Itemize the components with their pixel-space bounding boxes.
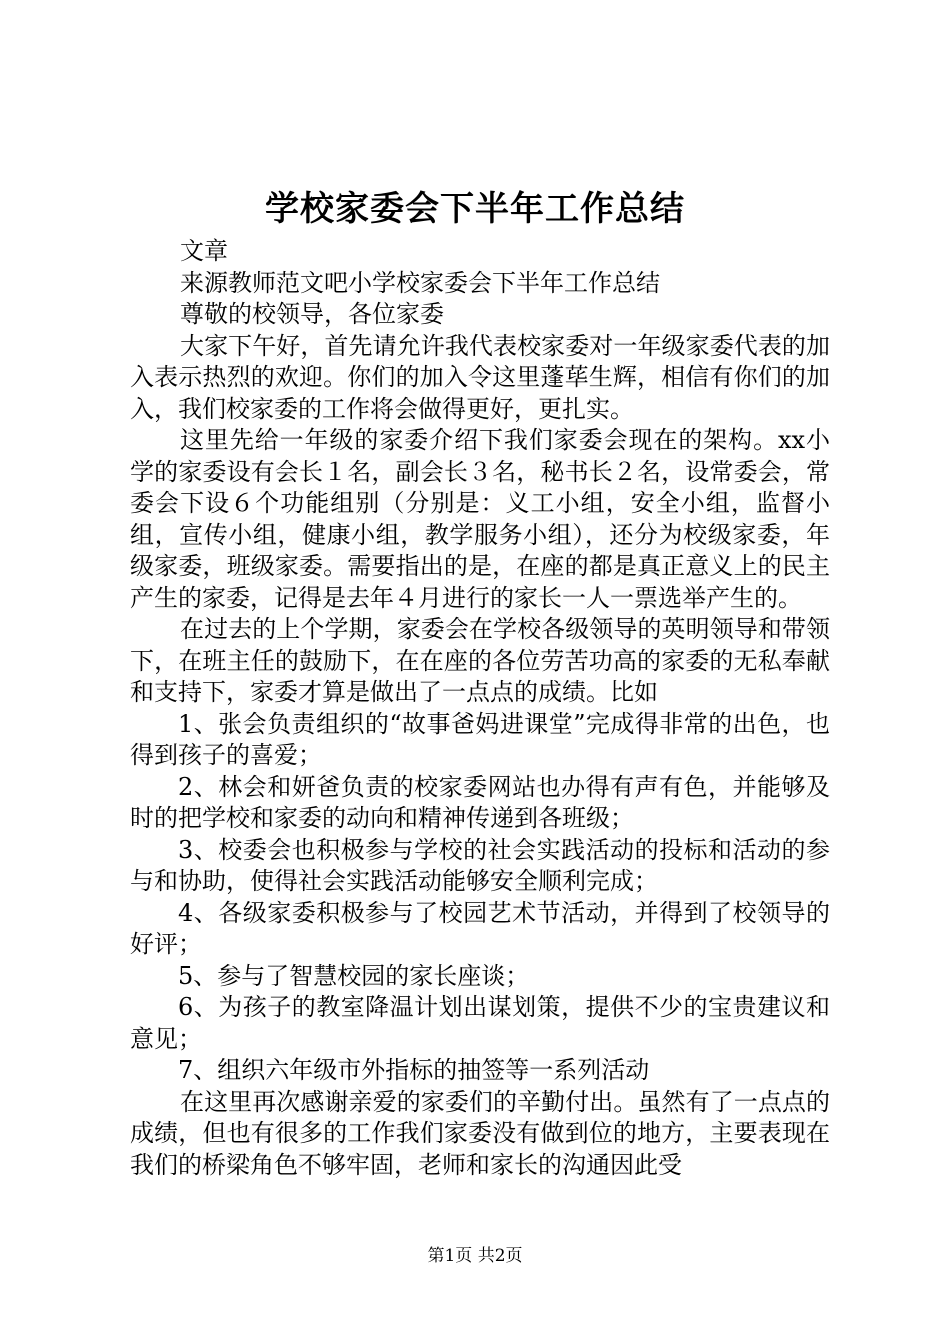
list-item: 6、为孩子的教室降温计划出谋划策，提供不少的宝贵建议和意见； <box>130 993 830 1053</box>
page-footer: 第1页 共2页 <box>427 1246 523 1266</box>
list-item: 7、组织六年级市外指标的抽签等一系列活动 <box>178 1056 650 1084</box>
document-body <box>130 236 830 1181</box>
paragraph: 在这里再次感谢亲爱的家委们的辛勤付出。虽然有了一点点的成绩，但也有很多的工作我们家委没有做到位的地方，主要表现在我们的桥梁角色不够牢固，老师和家长的沟通因此受 <box>130 1087 830 1179</box>
list-item: 4、各级家委积极参与了校园艺术节活动，并得到了校领导的好评； <box>130 898 830 958</box>
document-title: 学校家委会下半年工作总结 <box>265 189 685 229</box>
list-item: 2、林会和妍爸负责的校家委网站也办得有声有色，并能够及时的把学校和家委的动向和精神传递到各班级； <box>130 772 830 832</box>
list-item: 3、校委会也积极参与学校的社会实践活动的投标和活动的参与和协助，使得社会实践活动能够安全顺利完成； <box>130 835 830 895</box>
list-item: 5、参与了智慧校园的家长座谈； <box>178 961 530 990</box>
paragraph: 文章 <box>180 237 228 265</box>
paragraph: 在过去的上个学期，家委会在学校各级领导的英明领导和带领下，在班主任的鼓励下，在在座的各位劳苦功高的家委的无私奉献和支持下，家委才算是做出了一点点的成绩。比如 <box>130 615 830 706</box>
list-item: 1、张会负责组织的“故事爸妈进课堂”完成得非常的出色，也得到孩子的喜爱； <box>130 709 830 769</box>
salutation: 尊敬的校领导，各位家委 <box>180 300 444 328</box>
paragraph: 来源教师范文吧小学校家委会下半年工作总结 <box>180 268 660 297</box>
paragraph: 大家下午好，首先请允许我代表校家委对一年级家委代表的加入表示热烈的欢迎。你们的加入令这里蓬荜生辉，相信有你们的加入，我们校家委的工作将会做得更好，更扎实。 <box>130 331 830 423</box>
paragraph: 这里先给一年级的家委介绍下我们家委会现在的架构。xx小学的家委设有会长１名，副会长３名，秘书长２名，设常委会，常委会下设６个功能组别（分别是：义工小组，安全小组，监督小组，宣传小组，健康小组，教学服务小组），还分为校级家委，年级家委，班级家委。需要指出的是，在座的都是真正意义上的民主产生的家委，记得是去年４月进行的家长一人一票选举产生的。 <box>130 426 830 612</box>
